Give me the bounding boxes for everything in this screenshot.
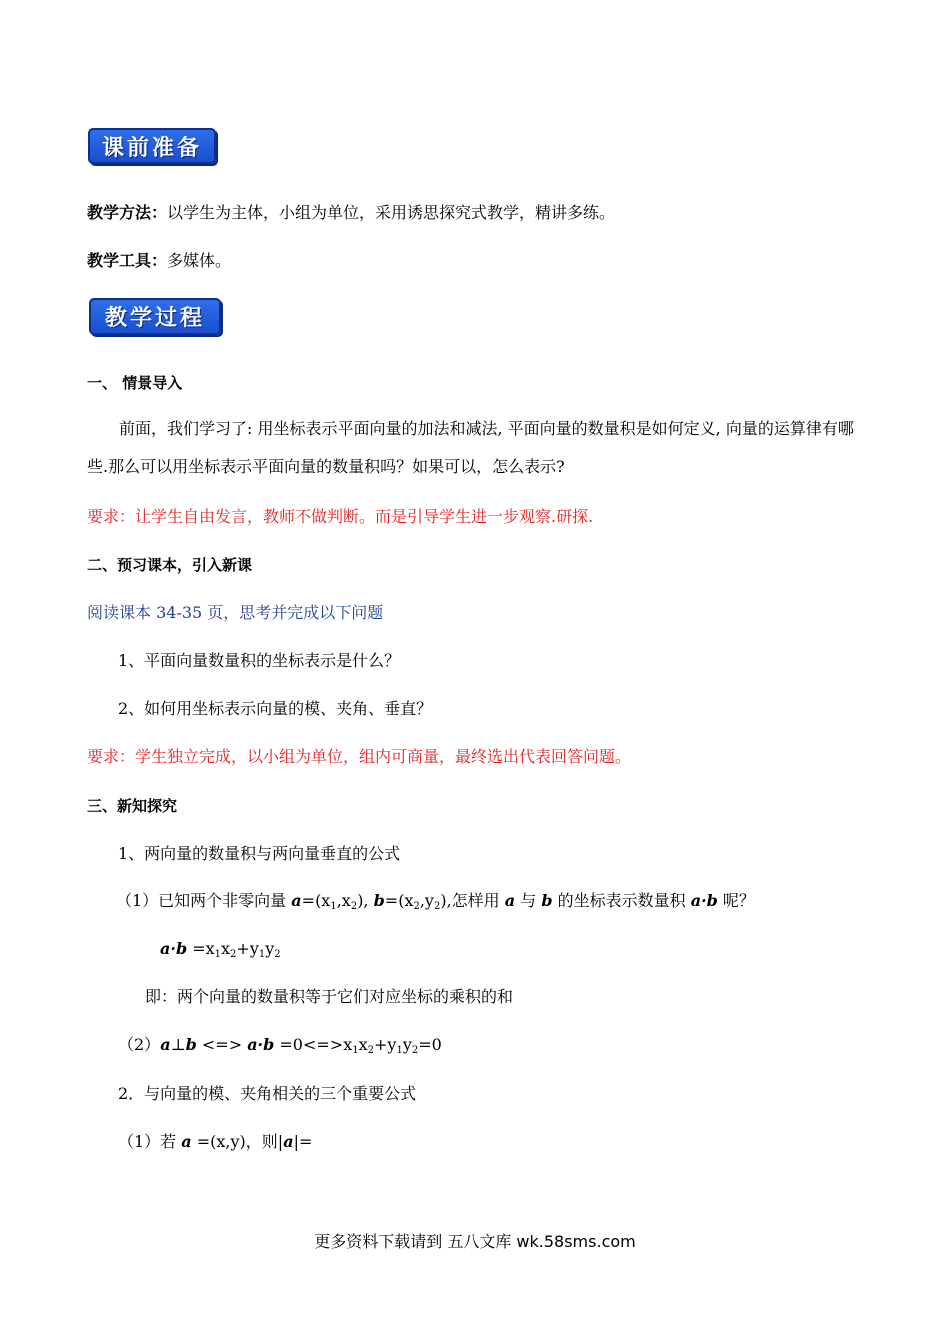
p2-text: =0<=>x <box>274 1035 353 1054</box>
subscript: 1 <box>258 949 266 960</box>
section1-requirement: 要求：让学生自由发言，教师不做判断。而是引导学生进一步观察.研探. <box>87 507 594 526</box>
dot-product: a·b <box>247 1035 275 1054</box>
vector-a: a <box>181 1132 192 1151</box>
subscript: 2 <box>367 1045 375 1056</box>
section2-reading: 阅读课本 34-35 页，思考并完成以下问题 <box>87 603 384 622</box>
section1-paragraph: 前面，我们学习了: 用坐标表示平面向量的加法和减法, 平面向量的数量积是如何定义, 向量的运算律有哪些.那么可以用坐标表示平面向量的数量积吗？如果可以，怎么表示? <box>87 419 854 476</box>
section1-heading: 一、 情景导入 <box>87 374 183 392</box>
section3-heading: 三、新知探究 <box>87 797 178 815</box>
formula-text: =x <box>187 939 215 958</box>
subscript: 1 <box>214 949 222 960</box>
p2-text: y <box>402 1035 412 1054</box>
section3-p3 <box>118 1131 863 1153</box>
tools-line <box>87 250 863 272</box>
section3-p2 <box>118 1034 863 1062</box>
vector-a: a <box>160 1035 171 1054</box>
p3-pre: （1）若 <box>118 1132 182 1151</box>
vector-b: b <box>373 891 385 910</box>
dot-product: a·b <box>690 891 718 910</box>
p1-text: 的坐标表示数量积 <box>552 891 691 910</box>
p1-text: =(x <box>384 891 414 910</box>
formula-text: +y <box>236 939 259 958</box>
p2-pre: （2） <box>118 1035 161 1054</box>
vector-a: a <box>291 891 302 910</box>
p1-text: ,x <box>336 891 351 910</box>
formula-text: y <box>265 939 275 958</box>
footer-download-note: 更多资料下载请到 五八文库 wk.58sms.com <box>314 1232 636 1251</box>
p1-text: =(x <box>301 891 331 910</box>
p1-text: ,y <box>419 891 434 910</box>
banner-process <box>89 298 221 335</box>
banner-prep <box>88 128 216 164</box>
formula-text: x <box>221 939 231 958</box>
tools-label: 教学工具： <box>87 251 168 270</box>
section2-question-2: 2、如何用坐标表示向量的模、夹角、垂直？ <box>118 699 433 718</box>
method-text: 以学生为主体，小组为单位，采用诱思探究式教学，精讲多练。 <box>167 203 616 222</box>
p1-text: ),怎样用 <box>440 891 505 910</box>
method-label: 教学方法： <box>87 203 168 222</box>
vector-b: b <box>185 1035 197 1054</box>
p1-text: 与 <box>515 891 542 910</box>
p2-text: <=> <box>196 1035 248 1054</box>
vector-b: b <box>541 891 553 910</box>
tools-text: 多媒体。 <box>167 251 232 270</box>
p1-text: 呢？ <box>717 891 755 910</box>
p1-text: ), <box>357 891 374 910</box>
subscript: 2 <box>433 901 441 912</box>
subscript: 1 <box>330 901 337 912</box>
subscript: 2 <box>411 1045 419 1056</box>
subscript: 2 <box>350 901 358 912</box>
section3-item-1: 1、两向量的数量积与两向量垂直的公式 <box>118 844 401 863</box>
subscript: 2 <box>274 949 281 960</box>
p3-text: =(x,y)，则| <box>191 1132 284 1151</box>
banner-prep-label: 课前准备 <box>101 135 202 161</box>
section2-requirement: 要求：学生独立完成，以小组为单位，组内可商量，最终选出代表回答问题。 <box>87 747 632 766</box>
p3-text: |= <box>293 1132 313 1151</box>
section3-item-2: 2．与向量的模、夹角相关的三个重要公式 <box>118 1084 417 1103</box>
subscript: 2 <box>413 901 420 912</box>
subscript: 1 <box>352 1045 359 1056</box>
method-line <box>87 202 863 224</box>
section3-explain: 即：两个向量的数量积等于它们对应坐标的乘积的和 <box>145 987 514 1006</box>
section3-formula <box>160 938 863 966</box>
dot-product: a·b <box>160 939 188 958</box>
banner-process-label: 教学过程 <box>104 306 205 331</box>
section3-p1 <box>116 890 863 918</box>
section2-heading: 二、预习课本，引入新课 <box>87 556 253 574</box>
p2-text: =0 <box>418 1035 442 1054</box>
vector-a: a <box>504 891 516 910</box>
p1-pre: （1）已知两个非零向量 <box>116 891 292 910</box>
p2-text: +y <box>374 1035 397 1054</box>
vector-a: a <box>283 1132 294 1151</box>
perpendicular-symbol: ⊥ <box>170 1035 186 1054</box>
section2-question-1: 1、平面向量数量积的坐标表示是什么？ <box>118 651 401 670</box>
p2-text: x <box>358 1035 368 1054</box>
subscript: 1 <box>396 1045 403 1056</box>
subscript: 2 <box>230 949 237 960</box>
